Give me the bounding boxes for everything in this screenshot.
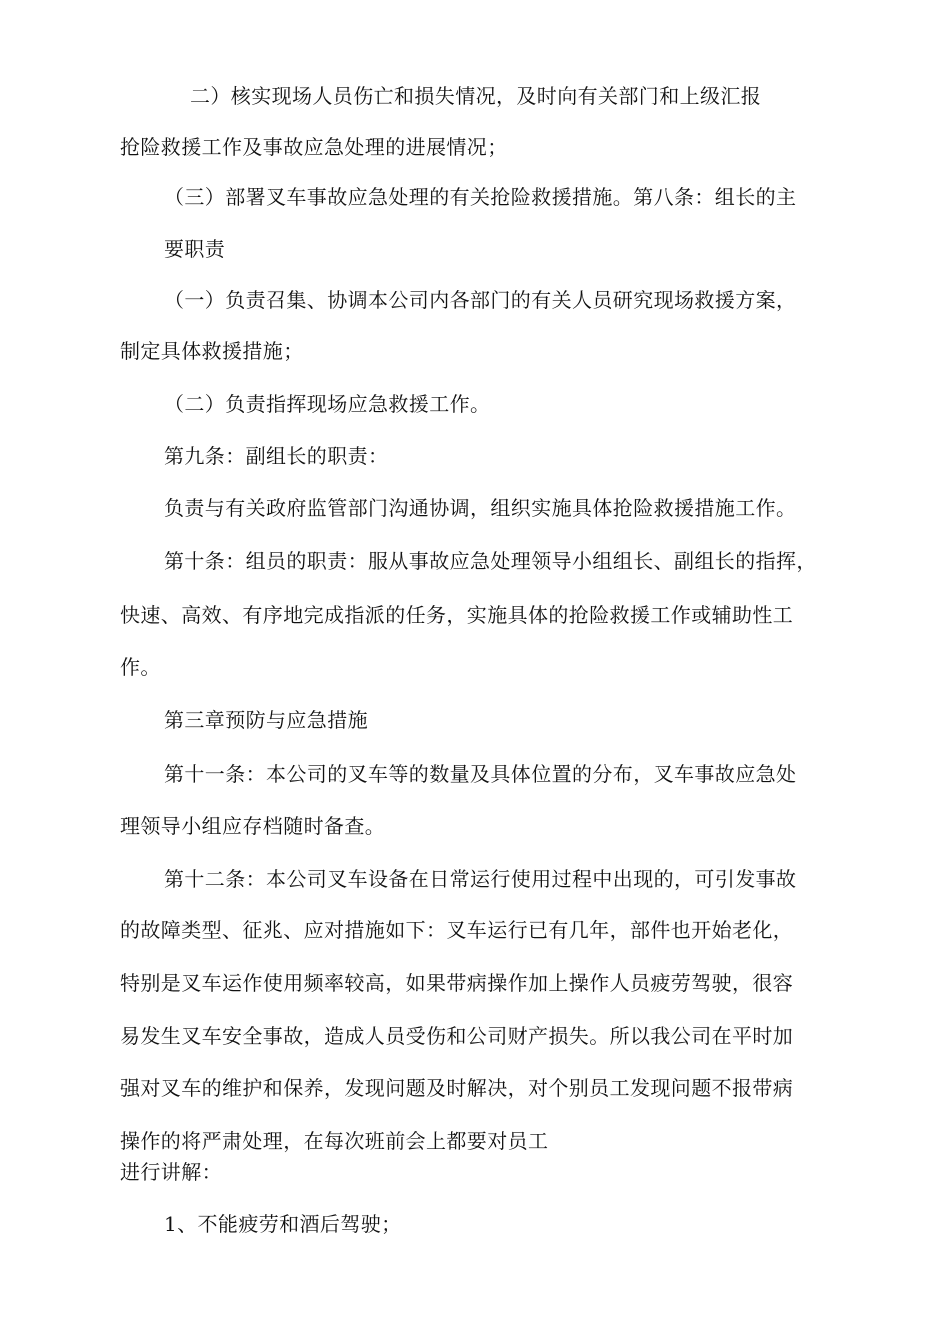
list-item: 1、不能疲劳和酒后驾驶； <box>164 1212 402 1236</box>
text-line: 强对叉车的维护和保养，发现问题及时解决，对个别员工发现问题不报带病 <box>120 1076 794 1100</box>
text-line: 理领导小组应存档随时备查。 <box>120 814 386 838</box>
text-line: 作。 <box>120 655 161 679</box>
text-line: 二）核实现场人员伤亡和损失情况，及时向有关部门和上级汇报 <box>190 84 762 108</box>
text-line: 负责与有关政府监管部门沟通协调，组织实施具体抢险救援措施工作。 <box>164 496 797 520</box>
text-line: 制定具体救援措施； <box>120 339 304 363</box>
text-line: （一）负责召集、协调本公司内各部门的有关人员研究现场救援方案， <box>164 288 797 312</box>
text-line: 进行讲解： <box>120 1160 222 1184</box>
text-line: （三）部署叉车事故应急处理的有关抢险救援措施。第八条：组长的主 <box>164 185 797 209</box>
text-line: 快速、高效、有序地完成指派的任务，实施具体的抢险救援工作或辅助性工 <box>120 603 794 627</box>
text-line: 第十条：组员的职责：服从事故应急处理领导小组组长、副组长的指挥， <box>164 549 817 573</box>
text-line: 第九条：副组长的职责： <box>164 444 389 468</box>
text-line: （二）负责指挥现场应急救援工作。 <box>164 392 491 416</box>
text-line: 要职责 <box>164 237 226 261</box>
text-line: 操作的将严肃处理，在每次班前会上都要对员工 <box>120 1129 549 1153</box>
text-line: 第十二条：本公司叉车设备在日常运行使用过程中出现的，可引发事故 <box>164 867 797 891</box>
text-line: 易发生叉车安全事故，造成人员受伤和公司财产损失。所以我公司在平时加 <box>120 1024 794 1048</box>
text-line: 特别是叉车运作使用频率较高，如果带病操作加上操作人员疲劳驾驶，很容 <box>120 971 794 995</box>
text-line: 第十一条：本公司的叉车等的数量及具体位置的分布，叉车事故应急处 <box>164 762 797 786</box>
text-line: 的故障类型、征兆、应对措施如下：叉车运行已有几年，部件也开始老化， <box>120 918 794 942</box>
text-line: 抢险救援工作及事故应急处理的进展情况； <box>120 135 508 159</box>
section-heading: 第三章预防与应急措施 <box>164 708 368 732</box>
